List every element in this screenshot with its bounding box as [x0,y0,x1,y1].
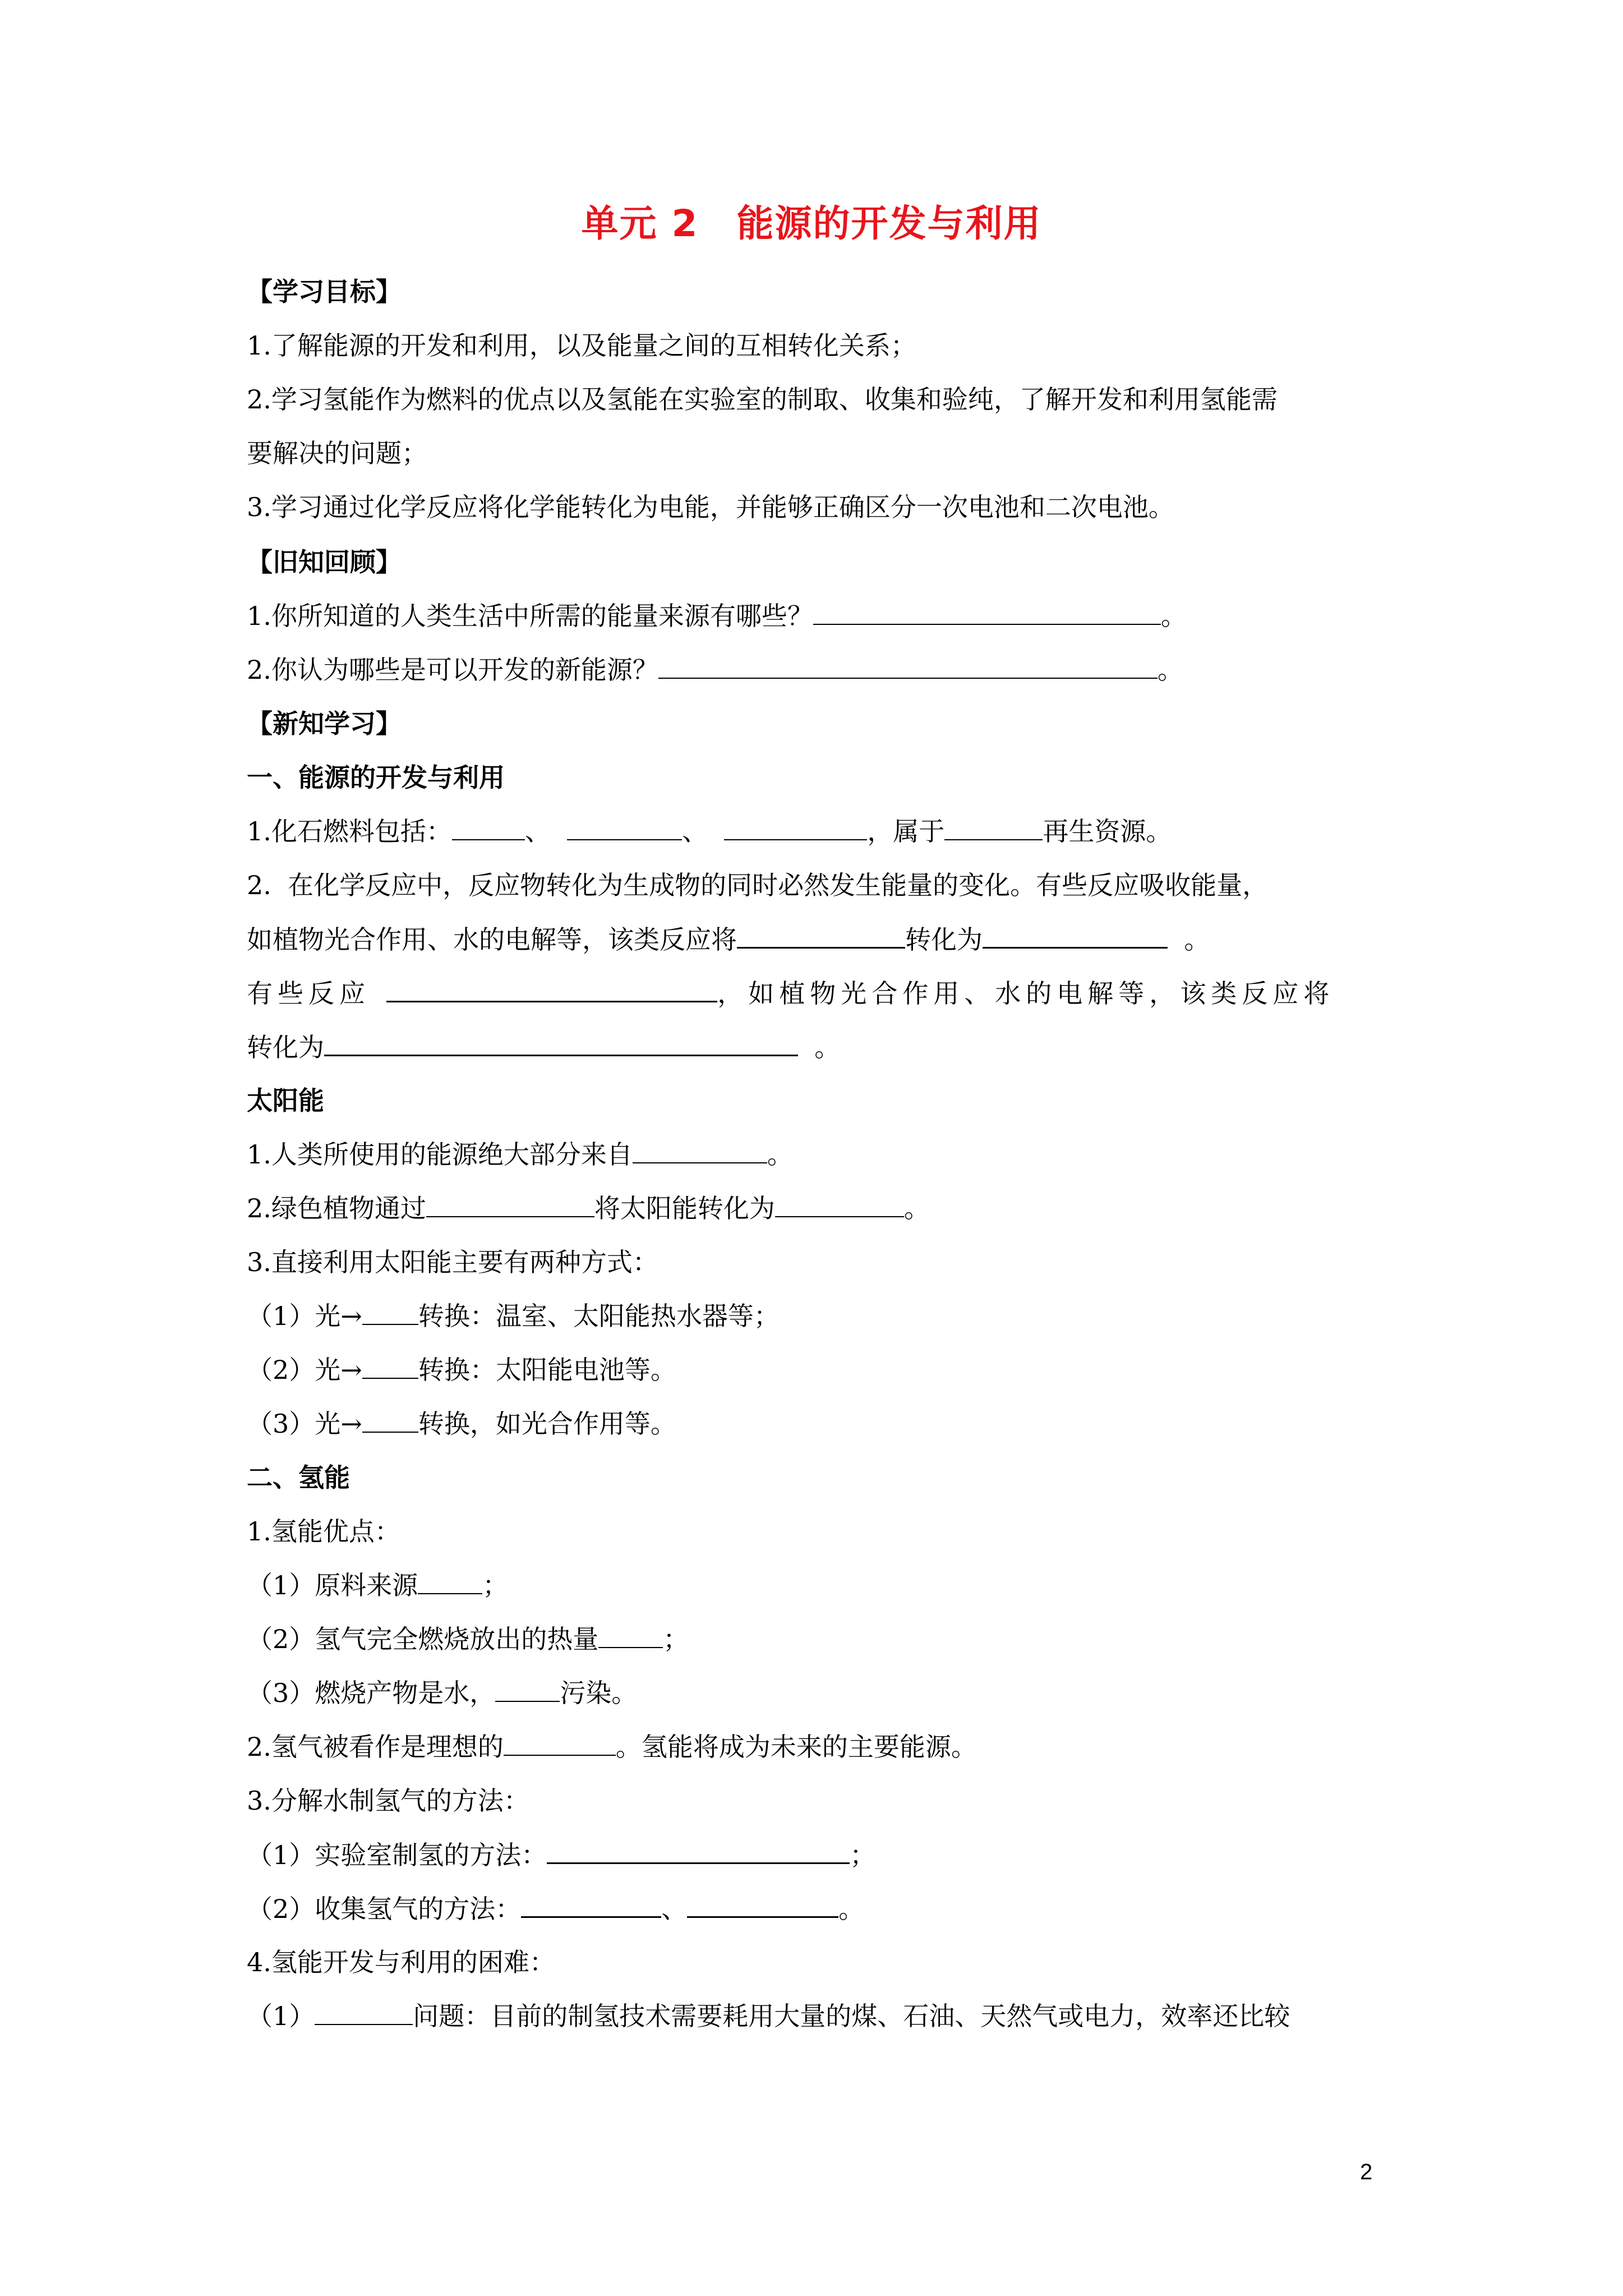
answer-blank[interactable] [418,1567,482,1594]
heading-part1: 一、能源的开发与利用 [247,762,505,793]
hydrogen-line-1: 1.氢能优点： [247,1516,400,1547]
answer-blank[interactable] [775,1190,904,1217]
answer-blank[interactable] [658,652,1158,679]
solar-line-1 [247,1137,793,1172]
answer-blank[interactable] [547,1837,850,1864]
text: 。 [1184,924,1210,955]
text: 有些反应 [247,978,370,1009]
solar-line-4 [247,1298,780,1334]
hydrogen-line-8 [247,1890,864,1927]
text: （1）原料来源 [247,1570,418,1600]
solar-line-2 [247,1190,930,1226]
answer-blank[interactable] [598,1621,663,1648]
text: 1.化石燃料包括： [247,816,452,846]
text: （2）氢气完全燃烧放出的热量 [247,1624,599,1654]
review-1-text: 1.你所知道的人类生活中所需的能量来源有哪些？ [247,601,813,631]
heading-objectives: 【学习目标】 [247,277,402,307]
part1-line-5 [247,1029,840,1065]
hydrogen-line-4 [247,1675,637,1711]
text: 将太阳能转化为 [594,1193,775,1223]
answer-blank[interactable] [362,1298,418,1325]
solar-line-3: 3.直接利用太阳能主要有两种方式： [247,1247,658,1277]
text: 。 [903,1193,930,1223]
answer-blank[interactable] [362,1352,418,1379]
text: 。 [814,1032,841,1062]
page-number: 2 [1360,2160,1373,2184]
answer-blank[interactable] [504,1729,616,1756]
text: 、 [661,1894,688,1924]
review-2 [247,652,1183,688]
text: 问题：目前的制氢技术需要耗用大量的煤、石油、天然气或电力，效率还比较 [413,2001,1290,2031]
text: 如植物光合作用、水的电解等，该类反应将 [247,924,737,955]
text: ； [482,1570,509,1600]
text: 转化为 [247,1032,324,1062]
text: 。氢能将成为未来的主要能源。 [615,1732,977,1762]
text: 2.氢气被看作是理想的 [247,1732,504,1762]
hydrogen-line-10 [247,1998,1290,2034]
text: ； [663,1624,689,1654]
text: 再生资源。 [1043,816,1172,846]
text: （3）燃烧产物是水， [247,1678,496,1708]
text: 。 [838,1894,865,1924]
part1-line-2: 2. 在化学反应中，反应物转化为生成物的同时必然发生能量的变化。有些反应吸收能量， [247,870,1269,900]
answer-blank[interactable] [426,1190,594,1217]
answer-blank[interactable] [724,813,867,840]
answer-blank[interactable] [324,1029,798,1056]
hydrogen-line-9: 4.氢能开发与利用的困难： [247,1947,555,1977]
solar-line-6 [247,1406,676,1442]
text: 转换，如光合作用等。 [418,1409,676,1439]
part1-line-1 [247,813,1172,849]
heading-part2: 二、氢能 [247,1462,350,1493]
answer-blank[interactable] [521,1890,661,1918]
text: 、 [524,816,551,846]
text: 、 [682,816,708,846]
text: 转化为 [905,924,983,955]
page-title: 单元 2 能源的开发与利用 [581,202,1042,245]
answer-blank[interactable] [495,1675,560,1702]
answer-blank[interactable] [386,975,717,1002]
text: ，如植物光合作用、水的电解等，该类反应将 [717,978,1335,1009]
answer-blank[interactable] [813,598,1161,625]
heading-new: 【新知学习】 [247,708,402,739]
text: 。 [767,1139,793,1170]
text: ； [850,1840,876,1870]
text: ，属于 [867,816,945,846]
text: （1）光→ [247,1301,362,1331]
hydrogen-line-6: 3.分解水制氢气的方法： [247,1786,529,1816]
hydrogen-line-2 [247,1567,508,1603]
answer-blank[interactable] [944,813,1043,840]
hydrogen-line-7 [247,1837,875,1873]
review-1-end: 。 [1160,601,1187,631]
answer-blank[interactable] [452,813,525,840]
text: 1.人类所使用的能源绝大部分来自 [247,1139,633,1170]
answer-blank[interactable] [737,921,905,949]
text: 转换：太阳能电池等。 [418,1355,676,1385]
text: （1）实验室制氢的方法： [247,1840,547,1870]
text: 转换：温室、太阳能热水器等； [418,1301,780,1331]
answer-blank[interactable] [983,921,1168,949]
text: （3）光→ [247,1409,362,1439]
heading-review: 【旧知回顾】 [247,547,402,577]
answer-blank[interactable] [362,1406,418,1433]
review-2-end: 。 [1157,655,1183,685]
review-1 [247,598,1187,634]
text: 污染。 [560,1678,638,1708]
answer-blank[interactable] [315,1998,413,2025]
text: （1） [247,2001,315,2031]
answer-blank[interactable] [687,1890,838,1918]
objective-3: 3.学习通过化学反应将化学能转化为电能，并能够正确区分一次电池和二次电池。 [247,492,1174,522]
objective-1: 1.了解能源的开发和利用，以及能量之间的互相转化关系； [247,330,916,361]
answer-blank[interactable] [633,1137,767,1163]
text: 2.绿色植物通过 [247,1193,426,1223]
answer-blank[interactable] [567,813,682,840]
solar-line-5 [247,1352,676,1388]
review-2-text: 2.你认为哪些是可以开发的新能源？ [247,655,658,685]
objective-2: 2.学习氢能作为燃料的优点以及氢能在实验室的制取、收集和验纯，了解开发和利用氢能需 [247,384,1278,415]
hydrogen-line-5 [247,1729,977,1765]
text: （2）收集氢气的方法： [247,1894,522,1924]
heading-solar: 太阳能 [247,1085,324,1116]
hydrogen-line-3 [247,1621,689,1657]
part1-line-4 [247,975,1334,1011]
objective-2-cont: 要解决的问题； [247,438,427,468]
part1-line-3 [247,921,1210,958]
text: （2）光→ [247,1355,362,1385]
